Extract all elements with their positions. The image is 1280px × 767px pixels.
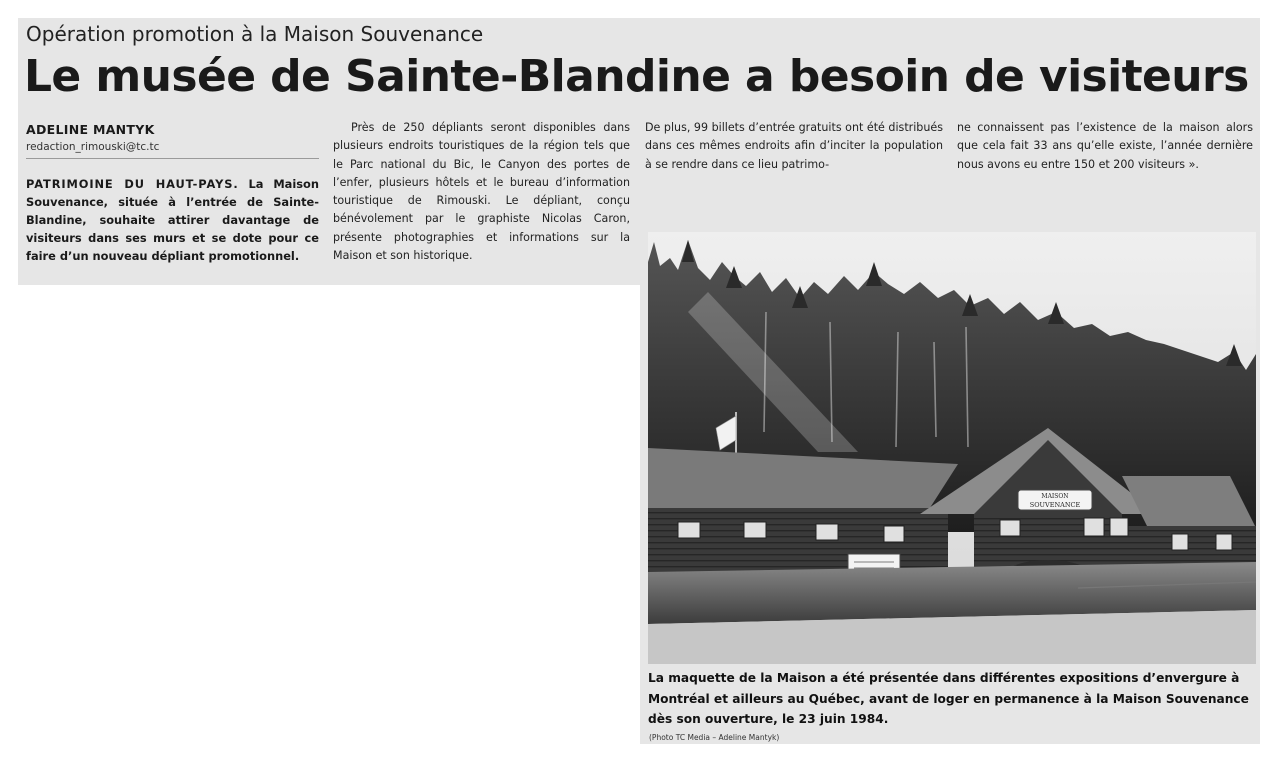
body-column-3: ne connaissent pas l’existence de la maison alors que cela fait 33 ans qu’elle existe, l’année dernière nous avons eu entre 150 et 200 visiteurs ». xyxy=(957,121,1253,171)
body-column-1: Près de 250 dépliants seront disponibles dans plusieurs endroits touristiques de la région tels que le Parc national du Bic, le Canyon des portes de l’enfer, plusieurs hôtels et le bureau d’information touristique de Rimouski. Le dépliant, conçu bénévolement par le graphiste Nicolas Caron, présente photographies et informations sur la Maison et son historique. xyxy=(333,121,630,263)
author-email: redaction_rimouski@tc.tc xyxy=(26,141,160,153)
lede-label: PATRIMOINE DU HAUT-PAYS. xyxy=(26,177,239,191)
sign-line-1: MAISON xyxy=(1041,493,1069,500)
article-headline: Le musée de Sainte-Blandine a besoin de visiteurs xyxy=(24,51,1249,102)
byline-divider xyxy=(26,158,319,159)
article-kicker: Opération promotion à la Maison Souvenance xyxy=(26,22,484,46)
sign-line-2: SOUVENANCE xyxy=(1029,501,1081,509)
maison-souvenance-photo xyxy=(648,232,1256,664)
article-lede xyxy=(26,175,319,265)
body-column-2: De plus, 99 billets d’entrée gratuits ont été distribués dans ces mêmes endroits afin d’inciter la population à se rendre dans ce lieu patrimo- xyxy=(645,121,943,171)
lede-text: La Maison Souvenance, située à l’entrée de Sainte-Blandine, souhaite attirer davantage de visiteurs dans ses murs et se dote pour ce faire d’un nouveau dépliant promotionnel. xyxy=(26,177,319,264)
photo-credit: (Photo TC Media – Adeline Mantyk) xyxy=(649,733,780,742)
photo-caption: La maquette de la Maison a été présentée dans différentes expositions d’envergure à Montréal et ailleurs au Québec, avant de loger en permanence à la Maison Souvenance dès son ouverture, le 23 juin 1984. xyxy=(648,671,1249,726)
author-byline: ADELINE MANTYK xyxy=(26,122,155,137)
